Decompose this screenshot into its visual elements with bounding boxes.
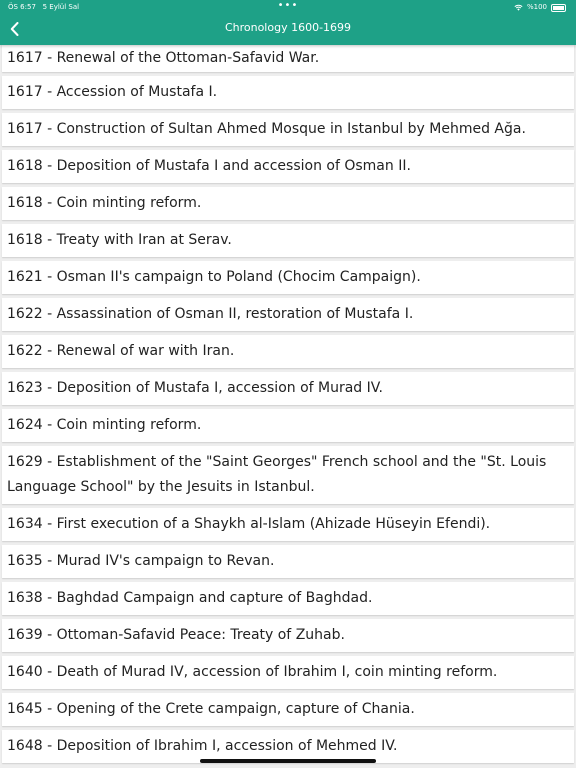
list-item[interactable]: [2, 298, 574, 331]
list-item[interactable]: [2, 545, 574, 578]
event-text: 1622 - Assassination of Osman II, restoration of Mustafa I.: [7, 306, 414, 322]
list-item[interactable]: [2, 76, 574, 109]
list-item[interactable]: [2, 693, 574, 726]
multitask-dots[interactable]: •••: [277, 0, 299, 11]
status-date: 5 Eylül Sal: [42, 3, 80, 11]
list-item[interactable]: [2, 508, 574, 541]
event-text: 1617 - Accession of Mustafa I.: [7, 84, 218, 100]
battery-label: %100: [526, 3, 547, 11]
event-text: 1635 - Murad IV's campaign to Revan.: [7, 553, 275, 569]
list-item[interactable]: [2, 582, 574, 615]
list-item[interactable]: [2, 335, 574, 368]
list-item[interactable]: [2, 45, 574, 72]
event-text: 1618 - Treaty with Iran at Serav.: [7, 232, 232, 248]
list-item[interactable]: [2, 409, 574, 442]
event-text: 1618 - Deposition of Mustafa I and accession of Osman II.: [7, 158, 411, 174]
event-text: 1622 - Renewal of war with Iran.: [7, 343, 235, 359]
list-item[interactable]: [2, 656, 574, 689]
event-text: 1639 - Ottoman-Safavid Peace: Treaty of Zuhab.: [7, 627, 345, 643]
list-item[interactable]: [2, 619, 574, 652]
list-item[interactable]: [2, 150, 574, 183]
chronology-list: [0, 45, 576, 767]
event-text: 1629 - Establishment of the "Saint Georges" French school and the "St. Louis Language School" by the Jesuits in Istanbul.: [7, 454, 547, 495]
list-item[interactable]: [2, 113, 574, 146]
event-text: 1648 - Deposition of Ibrahim I, accession of Mehmed IV.: [7, 738, 398, 754]
event-text: 1617 - Construction of Sultan Ahmed Mosque in Istanbul by Mehmed Ağa.: [7, 121, 526, 137]
list-item[interactable]: [2, 446, 574, 504]
list-item[interactable]: [2, 261, 574, 294]
list-item[interactable]: [2, 372, 574, 405]
event-text: 1638 - Baghdad Campaign and capture of Baghdad.: [7, 590, 373, 606]
event-text: 1645 - Opening of the Crete campaign, capture of Chania.: [7, 701, 415, 717]
status-time: ÖS 6:57: [8, 3, 36, 11]
nav-header: [0, 0, 576, 45]
event-text: 1640 - Death of Murad IV, accession of Ibrahim I, coin minting reform.: [7, 664, 498, 680]
event-text: 1617 - Renewal of the Ottoman-Safavid War.: [7, 50, 320, 66]
event-text: 1618 - Coin minting reform.: [7, 195, 202, 211]
page-title: Chronology 1600-1699: [224, 21, 352, 34]
wifi-icon: [514, 4, 523, 11]
event-text: 1621 - Osman II's campaign to Poland (Chocim Campaign).: [7, 269, 421, 285]
status-right: [514, 3, 566, 12]
event-text: 1634 - First execution of a Shaykh al-Islam (Ahizade Hüseyin Efendi).: [7, 516, 491, 532]
event-text: 1623 - Deposition of Mustafa I, accession of Murad IV.: [7, 380, 383, 396]
list-item[interactable]: [2, 187, 574, 220]
home-indicator[interactable]: [200, 759, 376, 763]
list-item[interactable]: [2, 224, 574, 257]
battery-icon: [551, 4, 566, 12]
event-text: 1624 - Coin minting reform.: [7, 417, 202, 433]
